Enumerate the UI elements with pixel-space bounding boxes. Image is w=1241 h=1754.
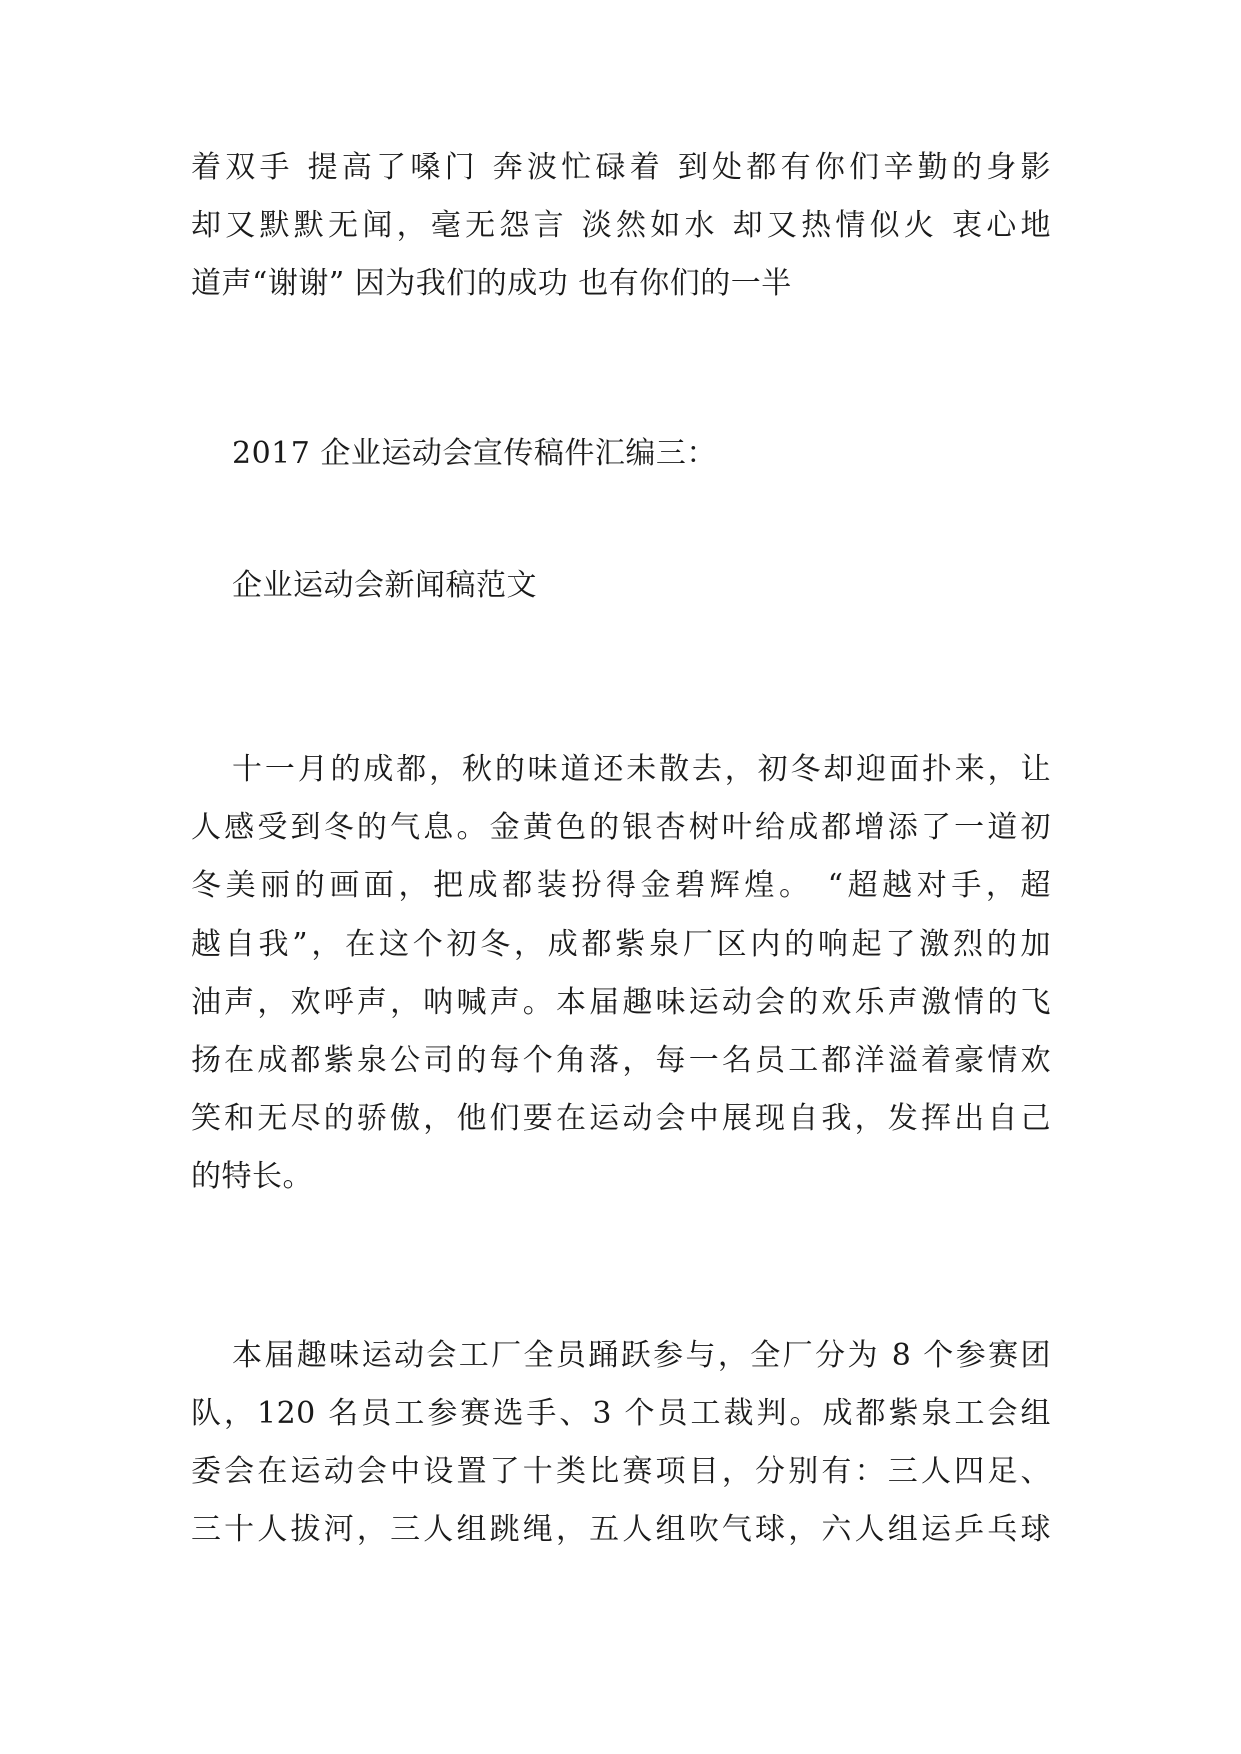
paragraph-1-line-1: 十一月的成都，秋的味道还未散去，初冬却迎面扑来，让 — [232, 752, 1051, 787]
intro-line-2: 却又默默无闻，毫无怨言 淡然如水 却又热情似火 衷心地 — [191, 208, 1051, 243]
paragraph-1-line-7: 笑和无尽的骄傲，他们要在运动会中展现自我，发挥出自己 — [191, 1101, 1051, 1136]
paragraph-1-line-3: 冬美丽的画面，把成都装扮得金碧辉煌。 “超越对手，超 — [191, 868, 1051, 903]
intro-line-1: 着双手 提高了嗓门 奔波忙碌着 到处都有你们辛勤的身影 — [191, 150, 1051, 185]
intro-line-3: 道声“谢谢” 因为我们的成功 也有你们的一半 — [191, 266, 792, 301]
paragraph-2-line-1: 本届趣味运动会工厂全员踊跃参与，全厂分为 8 个参赛团 — [232, 1338, 1051, 1373]
paragraph-1-line-5: 油声，欢呼声，呐喊声。本届趣味运动会的欢乐声激情的飞 — [191, 985, 1051, 1020]
paragraph-2-line-4: 三十人拔河，三人组跳绳，五人组吹气球，六人组运乒乓球 — [191, 1512, 1051, 1547]
paragraph-1-line-8: 的特长。 — [191, 1159, 313, 1194]
paragraph-2-line-2: 队，120 名员工参赛选手、3 个员工裁判。成都紫泉工会组 — [191, 1396, 1051, 1431]
paragraph-2-line-3: 委会在运动会中设置了十类比赛项目，分别有：三人四足、 — [191, 1454, 1051, 1489]
paragraph-1-line-4: 越自我”，在这个初冬，成都紫泉厂区内的响起了激烈的加 — [191, 927, 1051, 962]
paragraph-1-line-2: 人感受到冬的气息。金黄色的银杏树叶给成都增添了一道初 — [191, 810, 1051, 845]
paragraph-1-line-6: 扬在成都紫泉公司的每个角落，每一名员工都洋溢着豪情欢 — [191, 1043, 1051, 1078]
article-title: 企业运动会新闻稿范文 — [232, 568, 537, 603]
section-heading: 2017 企业运动会宣传稿件汇编三： — [232, 436, 717, 471]
